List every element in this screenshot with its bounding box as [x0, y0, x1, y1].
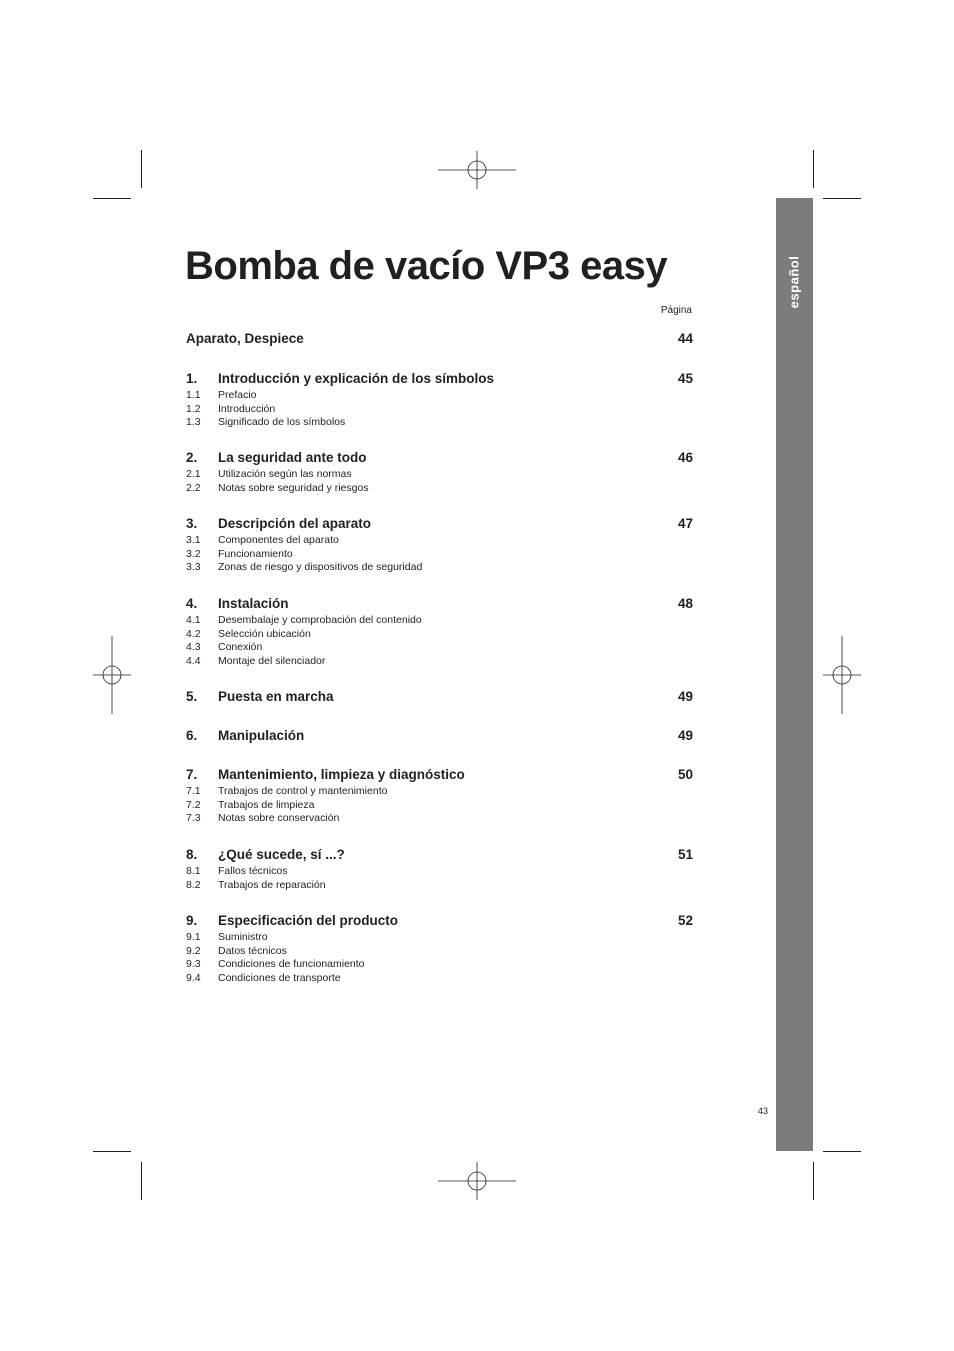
toc-subsection-number: 3.2 — [186, 547, 201, 560]
crop-mark — [93, 1151, 131, 1152]
crop-mark — [813, 150, 814, 188]
toc-section-page: 47 — [677, 516, 693, 531]
toc-section-page: 49 — [677, 689, 693, 704]
toc-subsection-title: Trabajos de control y mantenimiento — [218, 785, 388, 797]
toc-section-number: 5. — [186, 689, 198, 704]
toc-section-page: 44 — [677, 331, 693, 346]
toc-section-title: ¿Qué sucede, sí ...? — [218, 847, 345, 862]
toc-subsection-title: Fallos técnicos — [218, 865, 288, 877]
toc-section-title: Aparato, Despiece — [186, 331, 304, 346]
toc-subsection-title: Suministro — [218, 931, 268, 943]
crop-mark — [823, 1151, 861, 1152]
toc-section-number: 4. — [186, 596, 198, 611]
toc-subsection-title: Prefacio — [218, 389, 257, 401]
toc-section-page: 46 — [677, 450, 693, 465]
toc-subsection-number: 8.2 — [186, 878, 201, 891]
toc-subsection-title: Notas sobre conservación — [218, 812, 340, 824]
toc-section-page: 50 — [677, 767, 693, 782]
toc-section-page: 49 — [677, 728, 693, 743]
registration-mark-top — [438, 151, 516, 189]
crop-mark — [141, 1162, 142, 1200]
toc-section-page: 51 — [677, 847, 693, 862]
crop-mark — [813, 1162, 814, 1200]
toc-subsection-number: 2.1 — [186, 468, 201, 480]
toc-subsection-number: 7.3 — [186, 812, 201, 824]
toc-subsection-number: 9.4 — [186, 971, 201, 984]
registration-mark-right — [823, 636, 861, 714]
toc-section-title: La seguridad ante todo — [218, 450, 367, 465]
toc-subsection-title: Condiciones de transporte — [218, 971, 341, 984]
crop-mark — [93, 198, 131, 199]
toc-subsection-title: Significado de los símbolos — [218, 416, 346, 428]
document-title: Bomba de vacío VP3 easy — [185, 244, 668, 288]
toc-section-number: 1. — [186, 371, 198, 386]
toc-section-title: Descripción del aparato — [218, 516, 372, 531]
toc-subsection-number: 2.2 — [186, 481, 201, 494]
toc-section-page: 48 — [677, 596, 693, 611]
toc-subsection-title: Zonas de riesgo y dispositivos de seguridad — [218, 561, 423, 573]
toc-subsection-title: Montaje del silenciador — [218, 654, 326, 667]
toc-section-number: 9. — [186, 913, 198, 928]
toc-section-page: 45 — [677, 371, 693, 386]
toc-subsection-title: Introducción — [218, 402, 276, 415]
toc-section-title: Introducción y explicación de los símbolos — [218, 371, 495, 386]
toc-subsection-title: Datos técnicos — [218, 944, 287, 957]
toc-subsection-number: 1.3 — [186, 416, 201, 428]
toc-section-page: 52 — [677, 913, 693, 928]
toc-subsection-title: Trabajos de reparación — [218, 878, 326, 891]
toc-subsection-number: 4.4 — [186, 654, 201, 667]
toc-subsection-number: 4.2 — [186, 627, 201, 640]
toc-subsection-number: 3.3 — [186, 561, 201, 573]
toc-subsection-title: Utilización según las normas — [218, 468, 352, 480]
toc-subsection-number: 7.1 — [186, 785, 201, 797]
toc-section-number: 6. — [186, 728, 198, 743]
registration-mark-bottom — [438, 1162, 516, 1200]
toc-section-number: 3. — [186, 516, 198, 531]
toc-section-number: 7. — [186, 767, 198, 782]
crop-mark — [823, 198, 861, 199]
toc-subsection-title: Desembalaje y comprobación del contenido — [218, 614, 422, 626]
toc-subsection-title: Funcionamiento — [218, 547, 293, 560]
toc-subsection-number: 9.1 — [186, 931, 201, 943]
language-tab — [776, 198, 813, 1151]
toc-subsection-number: 1.1 — [186, 389, 201, 401]
toc-subsection-title: Conexión — [218, 641, 263, 653]
toc-subsection-number: 9.3 — [186, 958, 201, 970]
toc-section-number: 8. — [186, 847, 198, 862]
toc-section-title: Especificación del producto — [218, 913, 399, 928]
toc-subsection-number: 1.2 — [186, 402, 201, 415]
toc-subsection-title: Selección ubicación — [218, 627, 311, 640]
toc-subsection-number: 3.1 — [186, 534, 201, 546]
toc-subsection-title: Condiciones de funcionamiento — [218, 958, 365, 970]
toc-subsection-number: 9.2 — [186, 944, 201, 957]
toc-subsection-title: Componentes del aparato — [218, 534, 339, 546]
page-number: 43 — [758, 1106, 769, 1116]
toc-subsection-title: Trabajos de limpieza — [218, 798, 315, 811]
toc-section-title: Puesta en marcha — [218, 689, 334, 704]
crop-mark — [141, 150, 142, 188]
toc-subsection-number: 8.1 — [186, 865, 201, 877]
toc-subsection-number: 4.3 — [186, 641, 201, 653]
toc-section-number: 2. — [186, 450, 198, 465]
toc-section-title: Instalación — [218, 596, 289, 611]
toc-section-title: Manipulación — [218, 728, 305, 743]
page-column-header: Página — [660, 305, 692, 316]
language-tab-label: español — [786, 255, 802, 309]
toc-subsection-number: 4.1 — [186, 614, 201, 626]
toc-subsection-title: Notas sobre seguridad y riesgos — [218, 481, 369, 494]
toc-subsection-number: 7.2 — [186, 798, 201, 811]
toc-section-title: Mantenimiento, limpieza y diagnóstico — [218, 767, 465, 782]
registration-mark-left — [93, 636, 131, 714]
